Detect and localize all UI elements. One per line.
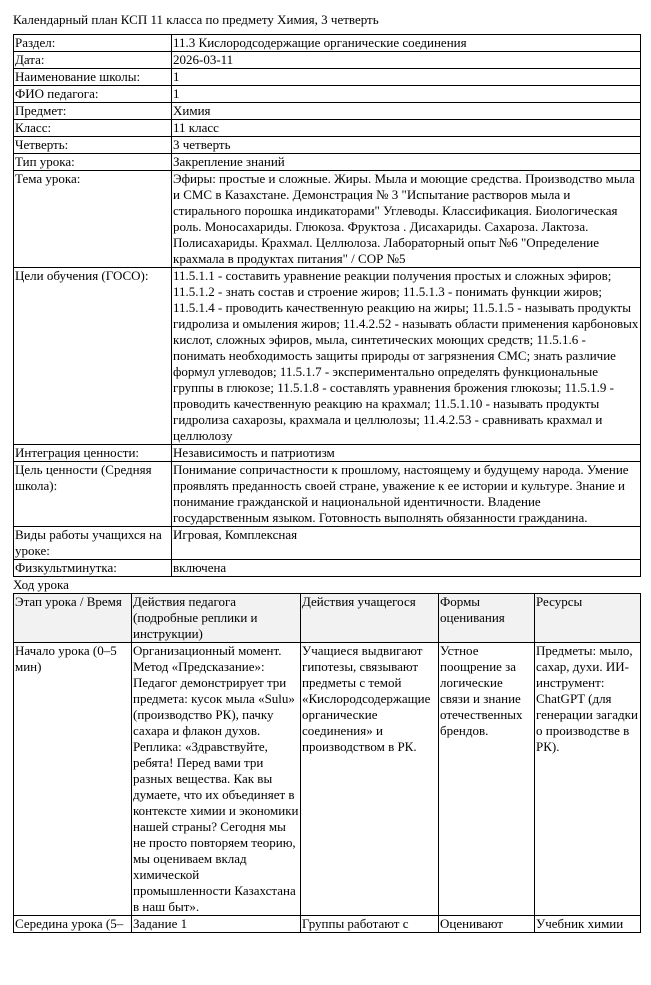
info-key: Наименование школы: <box>14 69 172 86</box>
cell-teacher-actions: Задание 1 <box>132 916 301 933</box>
info-row <box>14 462 641 527</box>
info-row <box>14 86 641 103</box>
info-key: Тип урока: <box>14 154 172 171</box>
info-value: Химия <box>172 103 641 120</box>
header-teacher-actions: Действия педагога (подробные реплики и инструкции) <box>132 594 301 643</box>
info-key: Дата: <box>14 52 172 69</box>
table-row <box>14 916 641 933</box>
info-value: 2026-03-11 <box>172 52 641 69</box>
info-row <box>14 35 641 52</box>
info-row <box>14 268 641 445</box>
info-row <box>14 120 641 137</box>
cell-resources: Учебник химии <box>535 916 641 933</box>
cell-stage: Начало урока (0–5 мин) <box>14 643 132 916</box>
info-key: Раздел: <box>14 35 172 52</box>
info-value: 1 <box>172 69 641 86</box>
info-value: 11.5.1.1 - составить уравнение реакции получения простых и сложных эфиров; 11.5.1.2 - знать состав и строение жиров; 11.5.1.3 - понимать функции жиров; 11.5.1.4 - проводить качественную реакцию на жиры; 11.5.1.5 - называть продукты гидролиза и омыления жиров; 11.4.2.52 - называть области применения карбоновых кислот, сложных эфиров, мыла, синтетических моющих средств; 11.5.1.6 - понимать необходимость защиты природы от загрязнения СМС; знать различие формул углеводов; 11.5.1.7 - экспериментально определять функциональные группы в глюкозе; 11.5.1.8 - составлять уравнения брожения глюкозы; 11.5.1.9 - проводить качественную реакцию на крахмал; 11.5.1.10 - называть продукты гидролиза сахарозы, крахмала и целлюлозы; 11.4.2.53 - сравнивать крахмал и целлюлозу <box>172 268 641 445</box>
lesson-info-table <box>13 34 641 577</box>
info-row <box>14 560 641 577</box>
info-value: 1 <box>172 86 641 103</box>
info-value: 11.3 Кислородсодержащие органические соединения <box>172 35 641 52</box>
info-value: Игровая, Комплексная <box>172 527 641 560</box>
info-value: 11 класс <box>172 120 641 137</box>
info-key: ФИО педагога: <box>14 86 172 103</box>
info-key: Четверть: <box>14 137 172 154</box>
info-key: Предмет: <box>14 103 172 120</box>
info-row <box>14 445 641 462</box>
info-key: Цель ценности (Средняя школа): <box>14 462 172 527</box>
table-row <box>14 643 641 916</box>
info-key: Интеграция ценности: <box>14 445 172 462</box>
info-value: Понимание сопричастности к прошлому, настоящему и будущему народа. Умение проявлять преданность своей стране, уважение к ее истории и культуре. Знание и понимание гражданской и национальной идентичности. Владение государственным языком. Готовность выполнять обязанности гражданина. <box>172 462 641 527</box>
info-key: Виды работы учащихся на уроке: <box>14 527 172 560</box>
info-row <box>14 103 641 120</box>
cell-teacher-actions: Организационный момент. Метод «Предсказание»: Педагог демонстрирует три предмета: кусок мыла «Sulu» (производство РК), пачку сахара и флакон духов. Реплика: «Здравствуйте, ребята! Перед вами три разных вещества. Как вы думаете, что их объединяет в контексте химии и экономики нашей страны? Сегодня мы не просто повторяем теорию, мы оцениваем вклад химической промышленности Казахстана в наш быт». <box>132 643 301 916</box>
info-value: включена <box>172 560 641 577</box>
cell-resources: Предметы: мыло, сахар, духи. ИИ-инструмент: ChatGPT (для генерации загадки о производстве в РК). <box>535 643 641 916</box>
info-value: Эфиры: простые и сложные. Жиры. Мыла и моющие средства. Производство мыла и СМС в Казахстане. Демонстрация № 3 "Испытание растворов мыла и стирального порошка индикаторами" Углеводы. Классификация. Биологическая роль. Моносахариды. Глюкоза. Фруктоза . Дисахариды. Сахароза. Лактоза. Полисахариды. Крахмал. Целлюлоза. Лабораторный опыт №6 "Определение крахмала в продуктах питания" / СОР №5 <box>172 171 641 268</box>
info-key: Физкультминутка: <box>14 560 172 577</box>
header-assessment: Формы оценивания <box>439 594 535 643</box>
info-value: Закрепление знаний <box>172 154 641 171</box>
info-row <box>14 171 641 268</box>
document-title: Календарный план КСП 11 класса по предмету Химия, 3 четверть <box>13 12 379 27</box>
info-row <box>14 154 641 171</box>
header-student-actions: Действия учащегося <box>301 594 439 643</box>
cell-assessment: Устное поощрение за логические связи и знание отечественных брендов. <box>439 643 535 916</box>
cell-stage: Середина урока (5– <box>14 916 132 933</box>
lesson-flow-label: Ход урока <box>13 577 69 592</box>
cell-student-actions: Учащиеся выдвигают гипотезы, связывают предметы с темой «Кислородсодержащие органические соединения» и производством в РК. <box>301 643 439 916</box>
cell-student-actions: Группы работают с <box>301 916 439 933</box>
info-value: Независимость и патриотизм <box>172 445 641 462</box>
info-key: Класс: <box>14 120 172 137</box>
cell-assessment: Оценивают <box>439 916 535 933</box>
info-row <box>14 527 641 560</box>
info-row <box>14 69 641 86</box>
lesson-flow-header-row <box>14 594 641 643</box>
info-row <box>14 137 641 154</box>
info-value: 3 четверть <box>172 137 641 154</box>
info-key: Цели обучения (ГОСО): <box>14 268 172 445</box>
lesson-flow-table <box>13 593 641 933</box>
info-key: Тема урока: <box>14 171 172 268</box>
header-resources: Ресурсы <box>535 594 641 643</box>
header-stage: Этап урока / Время <box>14 594 132 643</box>
info-row <box>14 52 641 69</box>
